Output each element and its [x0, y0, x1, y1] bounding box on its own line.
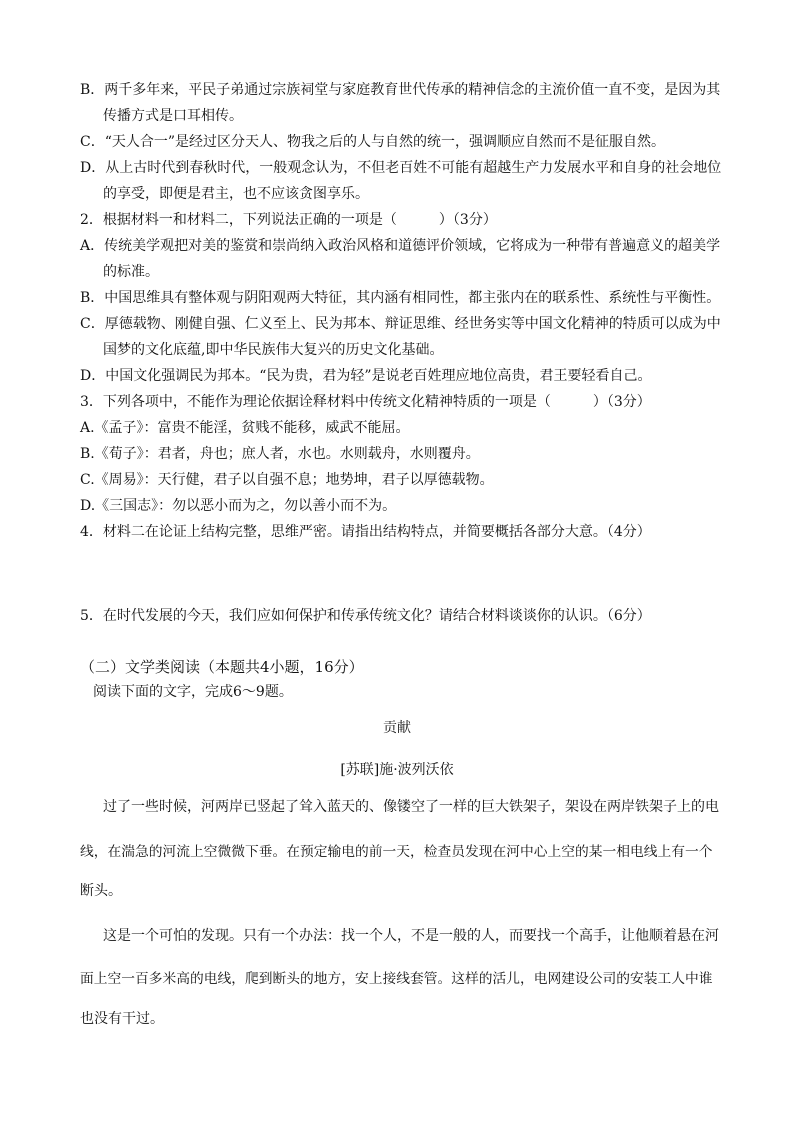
story-paragraph-2-line1: 这是一个可怕的发现。只有一个办法：找一个人，不是一般的人，而要找一个高手，让他顺着悬在河	[103, 928, 719, 944]
q2-option-c-line1: C．厚德载物、刚健自强、仁义至上、民为邦本、辩证思维、经世务实等中国文化精神的特质可以成为中	[80, 316, 721, 332]
story-title: 贡献	[383, 720, 411, 736]
q1-option-b-line1: B．两千多年来，平民子弟通过宗族祠堂与家庭教育世代传承的精神信念的主流价值一直不变，是因为其	[80, 82, 721, 98]
story-paragraph-1-line2: 线，在湍急的河流上空微微下垂。在预定输电的前一天，检查员发现在河中心上空的某一相电线上有一个	[80, 844, 713, 860]
q3-option-d: D.《三国志》：勿以恶小而为之，勿以善小而不为。	[80, 498, 397, 514]
story-paragraph-2-line2: 面上空一百多米高的电线，爬到断头的地方，安上接线套管。这样的活儿，电网建设公司的安装工人中谁	[80, 971, 713, 987]
section-instruction: 阅读下面的文字，完成6～9题。	[93, 684, 293, 700]
story-paragraph-1-line3: 断头。	[80, 883, 122, 899]
section-title: （二）文学类阅读（本题共4小题，16分）	[80, 658, 364, 676]
story-author: [苏联]施·波列沃依	[340, 762, 454, 778]
q2-option-b: B．中国思维具有整体观与阴阳观两大特征，其内涵有相同性，都主张内在的联系性、系统性与平衡性。	[80, 290, 721, 306]
q3-option-b: B.《荀子》：君者，舟也；庶人者，水也。水则载舟，水则覆舟。	[80, 446, 480, 462]
q3-stem: 3．下列各项中，不能作为理论依据诠释材料中传统文化精神特质的一项是（ ）（3分）	[80, 394, 651, 410]
story-paragraph-2-line3: 也没有干过。	[80, 1011, 164, 1027]
q1-option-b-line2: 传播方式是口耳相传。	[103, 108, 243, 124]
q2-option-d: D．中国文化强调民为邦本。“民为贵，君为轻”是说老百姓理应地位高贵，君王要轻看自己。	[80, 368, 652, 384]
q2-option-a-line2: 的标准。	[103, 264, 159, 280]
q3-option-c: C.《周易》：天行健，君子以自强不息；地势坤，君子以厚德载物。	[80, 472, 494, 488]
q1-option-c: C．“天人合一”是经过区分天人、物我之后的人与自然的统一，强调顺应自然而不是征服自然。	[80, 134, 666, 150]
q5-stem: 5．在时代发展的今天，我们应如何保护和传承传统文化？请结合材料谈谈你的认识。（6分）	[80, 608, 651, 624]
story-paragraph-1-line1: 过了一些时候，河两岸已竖起了耸入蓝天的、像镂空了一样的巨大铁架子，架设在两岸铁架子上的电	[103, 799, 719, 815]
q2-option-c-line2: 国梦的文化底蕴,即中华民族伟大复兴的历史文化基础。	[103, 342, 444, 358]
q4-stem: 4．材料二在论证上结构完整，思维严密。请指出结构特点，并简要概括各部分大意。（4分）	[80, 524, 651, 540]
q2-option-a-line1: A．传统美学观把对美的鉴赏和崇尚纳入政治风格和道德评价领域，它将成为一种带有普遍意义的超美学	[80, 238, 721, 254]
q2-stem: 2．根据材料一和材料二，下列说法正确的一项是（ ）（3分）	[80, 212, 497, 228]
q1-option-d-line1: D．从上古时代到春秋时代，一般观念认为，不但老百姓不可能有超越生产力发展水平和自身的社会地位	[80, 160, 722, 176]
q1-option-d-line2: 的享受，即便是君主，也不应该贪图享乐。	[103, 186, 369, 202]
q3-option-a: A.《孟子》：富贵不能淫，贫贱不能移，威武不能屈。	[80, 420, 410, 436]
